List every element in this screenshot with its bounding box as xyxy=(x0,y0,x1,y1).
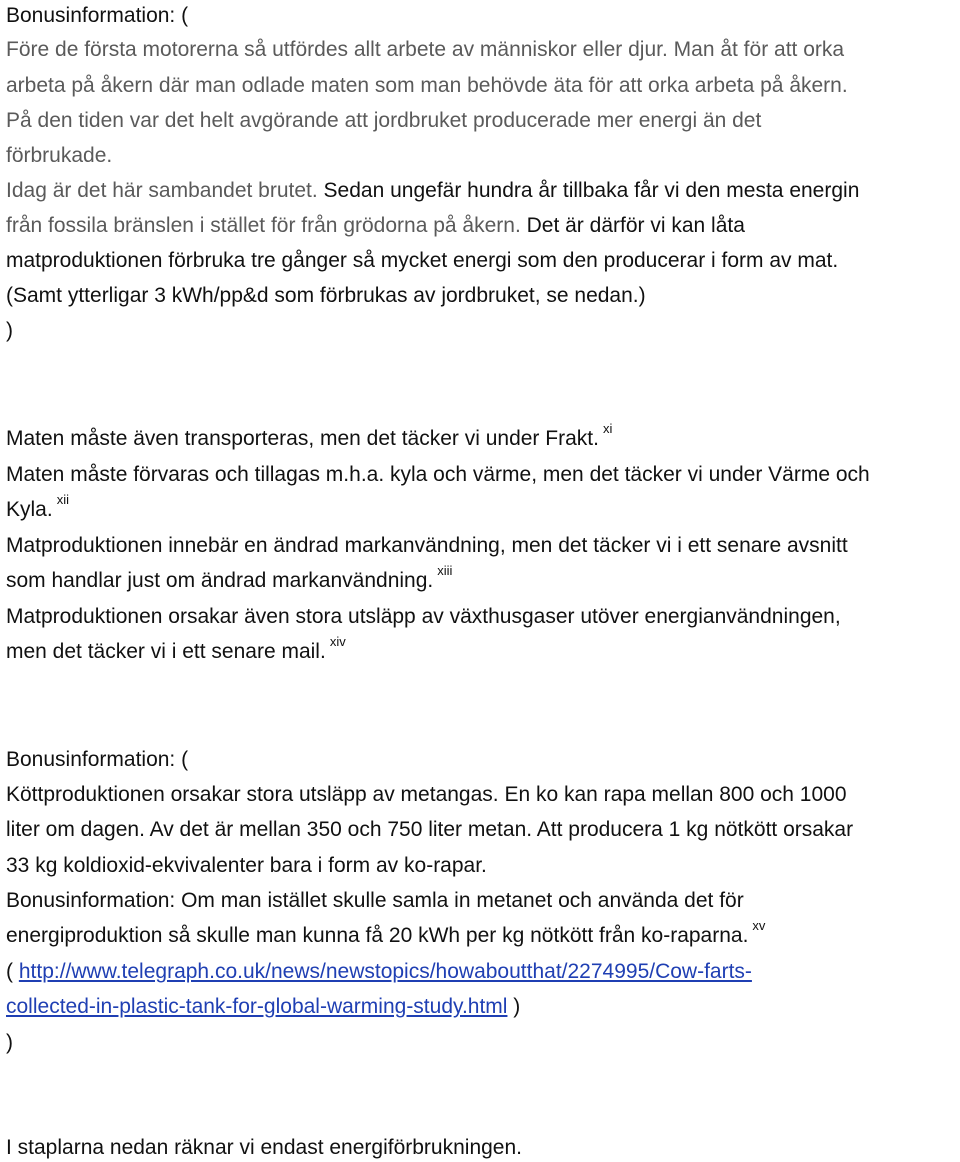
text-line: Maten måste förvaras och tillagas m.h.a. kyla och värme, men det täcker vi under Värme och xyxy=(6,463,870,486)
text-span: som handlar just om ändrad markanvändning. xyxy=(6,569,434,592)
text-line: 33 kg koldioxid-ekvivalenter bara i form av ko-rapar. xyxy=(6,854,487,877)
text-line: förbrukade. xyxy=(6,144,113,167)
paragraph-emissions-end xyxy=(6,634,956,666)
text-span: Kyla. xyxy=(6,498,53,521)
paragraph-storage-end xyxy=(6,492,956,524)
bonus-heading-2: Bonusinformation: ( xyxy=(6,748,189,771)
endnote-marker[interactable]: xii xyxy=(56,492,69,507)
text-line: Före de första motorerna så utfördes allt arbete av människor eller djur. Man åt för att orka xyxy=(6,38,845,61)
closing-paren: ) xyxy=(6,319,13,342)
text-span: från fossila bränslen i stället för från grödorna på åkern. xyxy=(6,214,521,237)
endnote-marker[interactable]: xi xyxy=(602,421,613,436)
endnote-marker[interactable]: xv xyxy=(752,918,766,933)
paragraph-transport xyxy=(6,421,956,453)
paren: ( xyxy=(6,960,13,983)
text-line: liter om dagen. Av det är mellan 350 och 750 liter metan. Att producera 1 kg nötkött orsakar xyxy=(6,818,854,841)
text-line-mixed xyxy=(6,177,956,205)
text-line: På den tiden var det helt avgörande att jordbruket producerade mer energi än det xyxy=(6,109,762,132)
telegraph-link-continuation[interactable]: collected-in-plastic-tank-for-global-warming-study.html xyxy=(6,995,508,1018)
text-line-with-note xyxy=(6,918,956,950)
text-line: matproduktionen förbruka tre gånger så mycket energi som den producerar i form av mat. xyxy=(6,249,839,272)
bonus-heading-1: Bonusinformation: ( xyxy=(6,4,189,27)
text-span: Sedan ungefär hundra år tillbaka får vi den mesta energin xyxy=(317,179,860,202)
text-span: Idag är det här sambandet brutet. xyxy=(6,179,318,202)
text-line: Matproduktionen innebär en ändrad markanvändning, men det täcker vi i ett senare avsnitt xyxy=(6,534,848,557)
endnote-marker[interactable]: xiii xyxy=(437,563,453,578)
link-line-2 xyxy=(6,993,956,1021)
footer-note: I staplarna nedan räknar vi endast energiförbrukningen. xyxy=(6,1136,522,1159)
text-span: Maten måste även transporteras, men det täcker vi under Frakt. xyxy=(6,427,599,450)
closing-paren: ) xyxy=(6,1031,13,1054)
text-line-mixed xyxy=(6,212,956,240)
telegraph-link[interactable]: http://www.telegraph.co.uk/news/newstopics/howaboutthat/2274995/Cow-farts- xyxy=(18,960,752,983)
text-line: Bonusinformation: Om man istället skulle samla in metanet och använda det för xyxy=(6,889,744,912)
text-span: energiproduktion så skulle man kunna få 20 kWh per kg nötkött från ko-raparna. xyxy=(6,924,749,947)
text-line: (Samt ytterligar 3 kWh/pp&d som förbrukas av jordbruket, se nedan.) xyxy=(6,284,646,307)
endnote-marker[interactable]: xiv xyxy=(329,634,346,649)
text-line: Köttproduktionen orsakar stora utsläpp av metangas. En ko kan rapa mellan 800 och 1000 xyxy=(6,783,847,806)
text-line: Matproduktionen orsakar även stora utsläpp av växthusgaser utöver energianvändningen, xyxy=(6,605,841,628)
link-line-1 xyxy=(6,958,956,986)
text-span: Det är därför vi kan låta xyxy=(520,214,745,237)
paragraph-land-use-end xyxy=(6,563,956,595)
text-span: men det täcker vi i ett senare mail. xyxy=(6,640,326,663)
text-line: arbeta på åkern där man odlade maten som man behövde äta för att orka arbeta på åkern. xyxy=(6,74,848,97)
paren: ) xyxy=(507,995,521,1018)
